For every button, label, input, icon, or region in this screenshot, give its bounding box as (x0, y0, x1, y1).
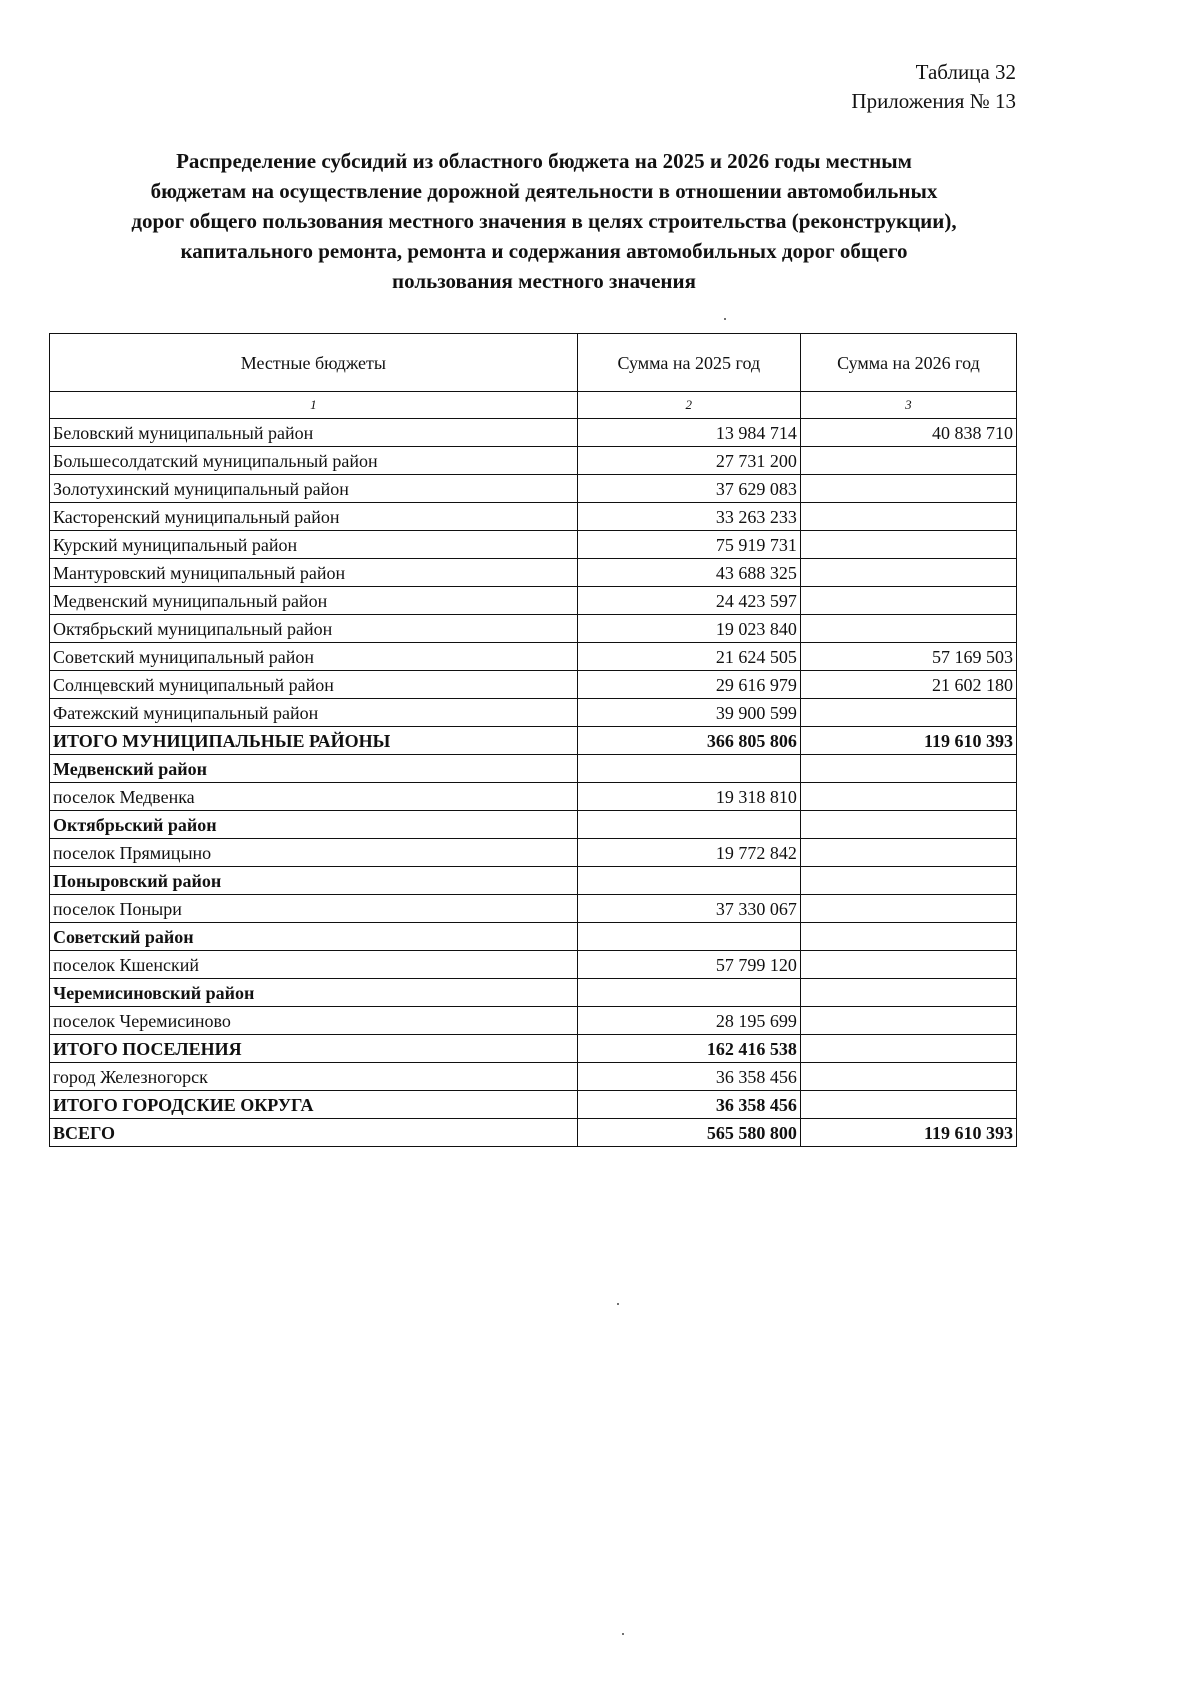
column-number: 3 (800, 392, 1016, 419)
sum-2026-cell: 57 169 503 (800, 643, 1016, 671)
budget-name-cell: Большесолдатский муниципальный район (50, 447, 578, 475)
table-row (50, 587, 1017, 615)
sum-2025-cell: 565 580 800 (577, 1119, 800, 1147)
title-line: дорог общего пользования местного значения в целях строительства (реконструкции), (131, 209, 957, 233)
sum-2026-cell (800, 783, 1016, 811)
budget-name-cell: Советский район (50, 923, 578, 951)
appendix-number: Приложения № 13 (851, 89, 1016, 113)
budget-name-cell: Медвенский район (50, 755, 578, 783)
table-row (50, 643, 1017, 671)
budget-name-cell: ИТОГО МУНИЦИПАЛЬНЫЕ РАЙОНЫ (50, 727, 578, 755)
budget-name-cell: поселок Черемисиново (50, 1007, 578, 1035)
sum-2025-cell: 36 358 456 (577, 1091, 800, 1119)
sum-2025-cell: 36 358 456 (577, 1063, 800, 1091)
sum-2025-cell: 19 772 842 (577, 839, 800, 867)
sum-2025-cell: 39 900 599 (577, 699, 800, 727)
budget-name-cell: Золотухинский муниципальный район (50, 475, 578, 503)
budget-name-cell: поселок Поныри (50, 895, 578, 923)
budget-name-cell: город Железногорск (50, 1063, 578, 1091)
table-row (50, 867, 1017, 895)
column-number: 1 (50, 392, 578, 419)
sum-2026-cell (800, 1091, 1016, 1119)
budget-name-cell: поселок Кшенский (50, 951, 578, 979)
table-number: Таблица 32 (915, 60, 1016, 84)
sum-2025-cell: 43 688 325 (577, 559, 800, 587)
budget-name-cell: Фатежский муниципальный район (50, 699, 578, 727)
sum-2026-cell (800, 839, 1016, 867)
table-row (50, 755, 1017, 783)
table-row (50, 699, 1017, 727)
table-row (50, 615, 1017, 643)
budget-name-cell: ИТОГО ГОРОДСКИЕ ОКРУГА (50, 1091, 578, 1119)
title-line: пользования местного значения (392, 269, 696, 293)
table-body (50, 419, 1017, 1147)
table-row (50, 895, 1017, 923)
budget-name-cell: поселок Медвенка (50, 783, 578, 811)
table-row (50, 1091, 1017, 1119)
header-row (50, 334, 1017, 392)
sum-2025-cell (577, 811, 800, 839)
sum-2025-cell: 37 330 067 (577, 895, 800, 923)
budget-name-cell: Мантуровский муниципальный район (50, 559, 578, 587)
table-row (50, 811, 1017, 839)
budget-name-cell: Октябрьский муниципальный район (50, 615, 578, 643)
sum-2026-cell (800, 951, 1016, 979)
sum-2026-cell: 119 610 393 (800, 1119, 1016, 1147)
budget-name-cell: Медвенский муниципальный район (50, 587, 578, 615)
sum-2026-cell (800, 699, 1016, 727)
table-row (50, 951, 1017, 979)
scan-speck (617, 1303, 619, 1305)
sum-2026-cell (800, 1007, 1016, 1035)
table-row (50, 671, 1017, 699)
header-sum-2026: Сумма на 2026 год (800, 334, 1016, 392)
document-title (54, 146, 1034, 296)
table-row (50, 923, 1017, 951)
sum-2026-cell: 40 838 710 (800, 419, 1016, 447)
sum-2025-cell: 57 799 120 (577, 951, 800, 979)
budget-name-cell: Солнцевский муниципальный район (50, 671, 578, 699)
sum-2025-cell: 24 423 597 (577, 587, 800, 615)
scan-speck (622, 1633, 624, 1635)
budget-name-cell: Октябрьский район (50, 811, 578, 839)
sum-2026-cell (800, 587, 1016, 615)
table-row (50, 531, 1017, 559)
table-row (50, 559, 1017, 587)
budget-name-cell: Касторенский муниципальный район (50, 503, 578, 531)
budget-name-cell: ИТОГО ПОСЕЛЕНИЯ (50, 1035, 578, 1063)
sum-2026-cell (800, 811, 1016, 839)
budget-name-cell: ВСЕГО (50, 1119, 578, 1147)
sum-2026-cell (800, 895, 1016, 923)
sum-2026-cell: 21 602 180 (800, 671, 1016, 699)
subsidy-table (49, 333, 1017, 1147)
title-line: Распределение субсидий из областного бюджета на 2025 и 2026 годы местным (176, 149, 912, 173)
reference-block (851, 58, 1016, 116)
table-row (50, 1007, 1017, 1035)
sum-2026-cell (800, 503, 1016, 531)
sum-2026-cell: 119 610 393 (800, 727, 1016, 755)
sum-2026-cell (800, 531, 1016, 559)
sum-2025-cell: 21 624 505 (577, 643, 800, 671)
column-number-row (50, 392, 1017, 419)
column-number: 2 (577, 392, 800, 419)
sum-2026-cell (800, 615, 1016, 643)
sum-2025-cell (577, 923, 800, 951)
scan-speck (724, 318, 726, 320)
sum-2025-cell: 19 318 810 (577, 783, 800, 811)
table-row (50, 1035, 1017, 1063)
sum-2025-cell: 75 919 731 (577, 531, 800, 559)
budget-name-cell: Советский муниципальный район (50, 643, 578, 671)
sum-2026-cell (800, 923, 1016, 951)
table-row (50, 475, 1017, 503)
sum-2025-cell: 27 731 200 (577, 447, 800, 475)
sum-2026-cell (800, 475, 1016, 503)
table-row (50, 783, 1017, 811)
table-row (50, 419, 1017, 447)
sum-2025-cell: 162 416 538 (577, 1035, 800, 1063)
sum-2025-cell (577, 755, 800, 783)
table-row (50, 979, 1017, 1007)
table-row (50, 1119, 1017, 1147)
sum-2026-cell (800, 755, 1016, 783)
sum-2025-cell: 13 984 714 (577, 419, 800, 447)
budget-name-cell: Поныровский район (50, 867, 578, 895)
budget-name-cell: Черемисиновский район (50, 979, 578, 1007)
sum-2026-cell (800, 559, 1016, 587)
sum-2026-cell (800, 1035, 1016, 1063)
sum-2026-cell (800, 867, 1016, 895)
header-sum-2025: Сумма на 2025 год (577, 334, 800, 392)
budget-name-cell: Курский муниципальный район (50, 531, 578, 559)
sum-2025-cell: 33 263 233 (577, 503, 800, 531)
sum-2025-cell (577, 979, 800, 1007)
title-line: капитального ремонта, ремонта и содержания автомобильных дорог общего (180, 239, 908, 263)
sum-2026-cell (800, 1063, 1016, 1091)
table-row (50, 727, 1017, 755)
sum-2026-cell (800, 447, 1016, 475)
header-local-budgets: Местные бюджеты (50, 334, 578, 392)
budget-name-cell: Беловский муниципальный район (50, 419, 578, 447)
sum-2025-cell (577, 867, 800, 895)
sum-2025-cell: 29 616 979 (577, 671, 800, 699)
sum-2026-cell (800, 979, 1016, 1007)
sum-2025-cell: 19 023 840 (577, 615, 800, 643)
sum-2025-cell: 28 195 699 (577, 1007, 800, 1035)
sum-2025-cell: 366 805 806 (577, 727, 800, 755)
table-row (50, 1063, 1017, 1091)
table-row (50, 447, 1017, 475)
budget-name-cell: поселок Прямицыно (50, 839, 578, 867)
table-row (50, 839, 1017, 867)
table-row (50, 503, 1017, 531)
sum-2025-cell: 37 629 083 (577, 475, 800, 503)
title-line: бюджетам на осуществление дорожной деятельности в отношении автомобильных (150, 179, 938, 203)
